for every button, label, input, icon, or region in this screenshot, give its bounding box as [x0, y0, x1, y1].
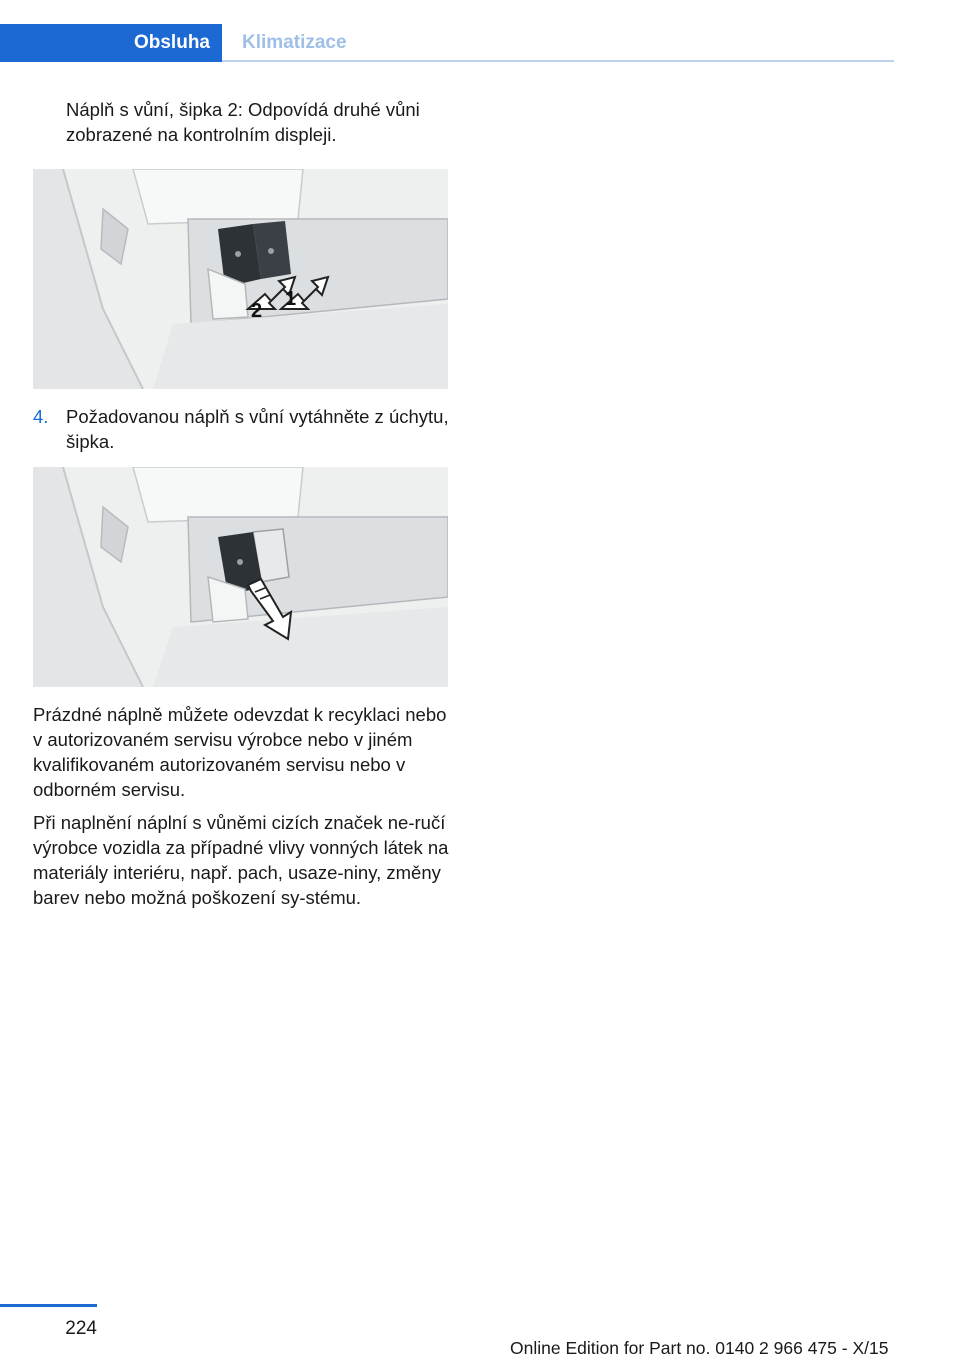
cartridge-illustration — [33, 169, 448, 389]
step-4-text: Požadovanou náplň s vůní vytáhněte z úchytu, šipka. — [66, 406, 449, 452]
section-tab-klimatizace[interactable]: Klimatizace — [242, 32, 347, 53]
page-header — [0, 0, 960, 64]
arrow-label-2: 2 — [251, 300, 263, 322]
page-number: 224 — [65, 1318, 97, 1339]
header-divider — [222, 60, 894, 62]
step-text-arrow-2: Náplň s vůní, šipka 2: Odpovídá druhé vůni zobrazené na kontrolním displeji. — [66, 99, 420, 145]
paragraph-foreign-fragrance-warning: Při naplnění náplní s vůněmi cizích značek ne-ručí výrobce vozidla za případné vlivy vonných látek na materiály interiéru, např. pach, usaze-niny, změny barev nebo možná poškození sy-stému. — [33, 812, 449, 908]
footer-edition: Online Edition for Part no. 0140 2 966 475 - X/15 — [510, 1338, 889, 1358]
section-tab-obsluha[interactable]: Obsluha — [0, 24, 222, 62]
remove-cartridge-illustration — [33, 467, 448, 687]
arrow-label-1: 1 — [285, 288, 297, 310]
paragraph-recycling: Prázdné náplně můžete odevzdat k recyklaci nebo v autorizovaném servisu výrobce nebo v jiném kvalifikovaném autorizovaném servisu nebo v odborném servisu. — [33, 704, 447, 800]
footer-divider — [0, 1304, 97, 1307]
figure-remove-cartridge — [33, 467, 448, 687]
step-number-4: 4. — [33, 406, 49, 427]
figure-fragrance-cartridges — [33, 169, 448, 389]
